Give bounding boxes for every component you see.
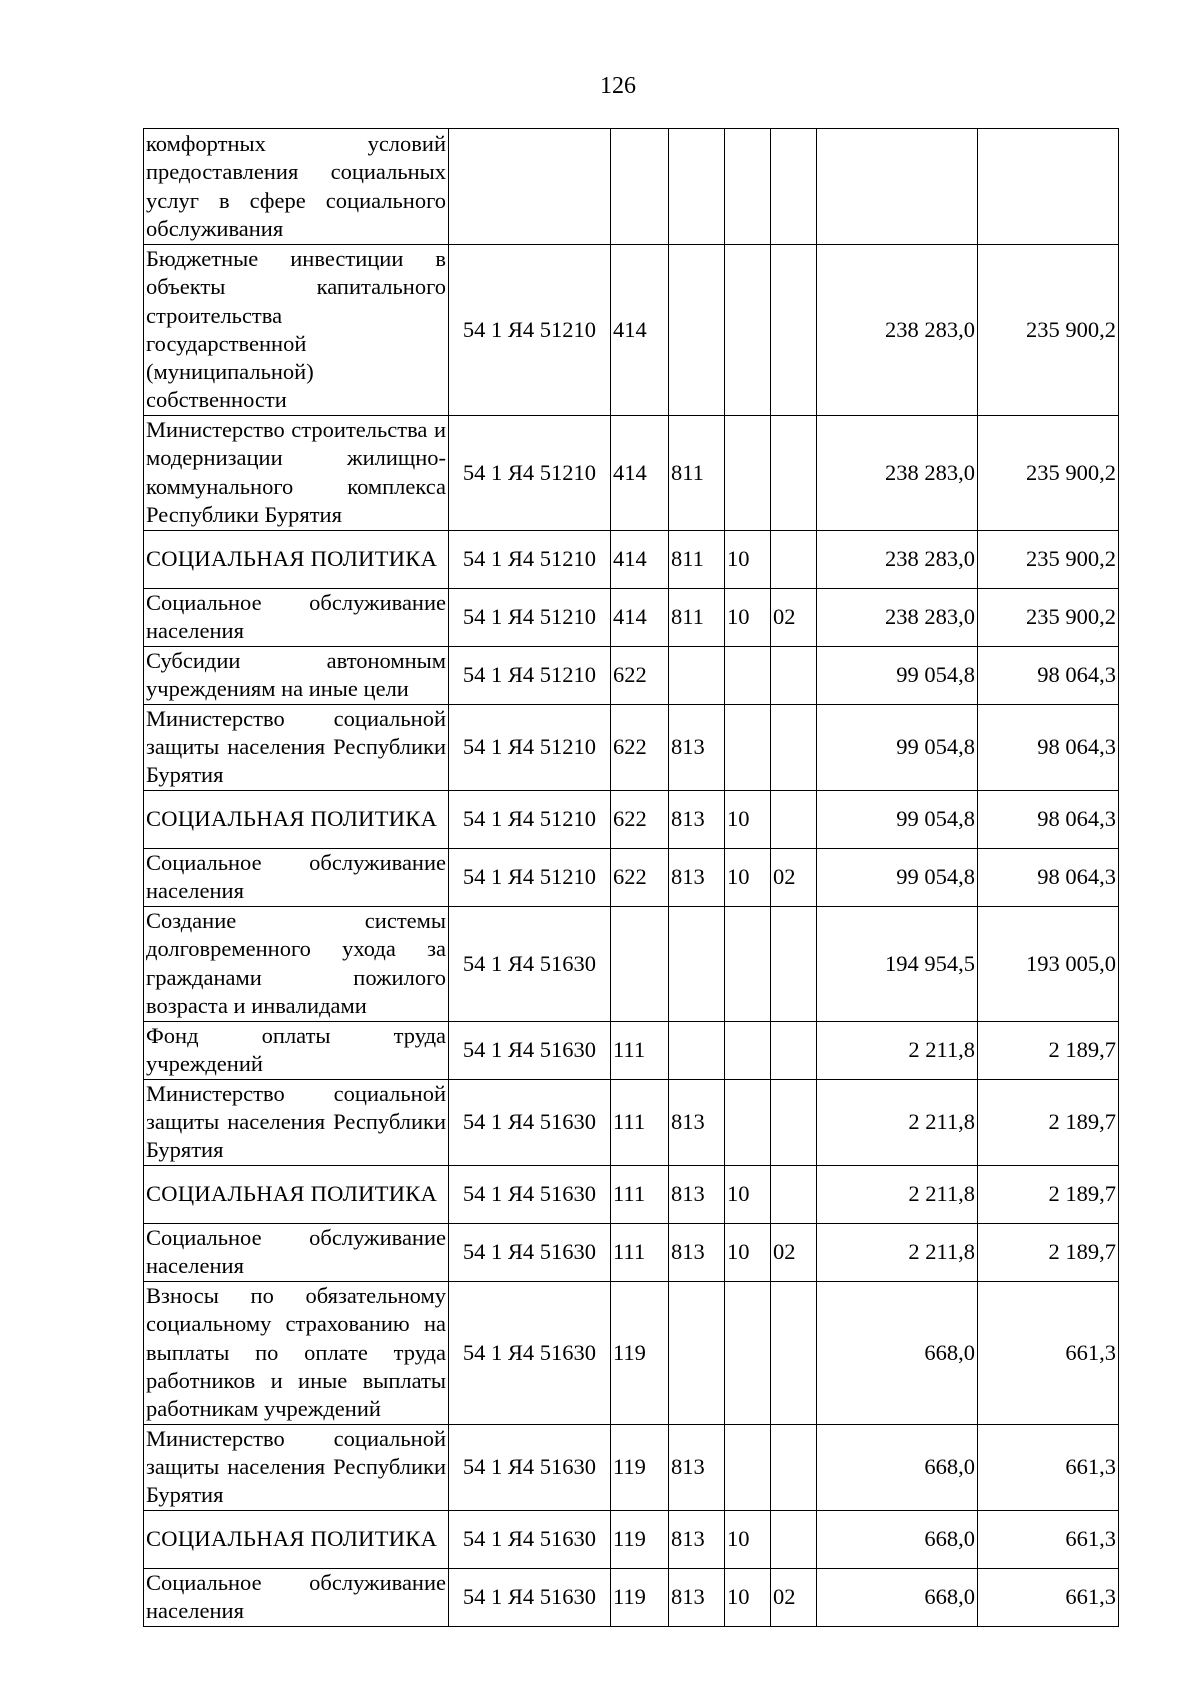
row-rz bbox=[725, 1281, 771, 1424]
row-pr bbox=[771, 906, 817, 1021]
row-csr: 54 1 Я4 51210 bbox=[449, 848, 611, 906]
row-csr: 54 1 Я4 51210 bbox=[449, 646, 611, 704]
row-rz bbox=[725, 129, 771, 245]
table-row bbox=[144, 704, 1119, 790]
row-sum-1: 99 054,8 bbox=[817, 848, 978, 906]
row-name: комфортных условий предоставления социальных услуг в сфере социального обслуживания bbox=[144, 129, 449, 245]
table-row bbox=[144, 1079, 1119, 1165]
row-sum-1: 99 054,8 bbox=[817, 790, 978, 848]
row-pr: 02 bbox=[771, 848, 817, 906]
row-name: Взносы по обязательному социальному страхованию на выплаты по оплате труда работников и иные выплаты работникам учреждений bbox=[144, 1281, 449, 1424]
row-rz: 10 bbox=[725, 848, 771, 906]
row-csr: 54 1 Я4 51630 bbox=[449, 1021, 611, 1079]
row-name: Фонд оплаты труда учреждений bbox=[144, 1021, 449, 1079]
row-vr bbox=[611, 906, 669, 1021]
row-vr: 414 bbox=[611, 588, 669, 646]
row-sum-1: 99 054,8 bbox=[817, 704, 978, 790]
row-sum-2: 98 064,3 bbox=[978, 646, 1119, 704]
row-grbs: 813 bbox=[669, 848, 725, 906]
budget-table bbox=[143, 128, 1119, 1627]
row-grbs bbox=[669, 1021, 725, 1079]
row-sum-1: 668,0 bbox=[817, 1568, 978, 1626]
row-sum-1: 2 211,8 bbox=[817, 1021, 978, 1079]
row-csr: 54 1 Я4 51630 bbox=[449, 1281, 611, 1424]
table-row bbox=[144, 415, 1119, 530]
row-name: Создание системы долговременного ухода за гражданами пожилого возраста и инвалидами bbox=[144, 906, 449, 1021]
row-rz: 10 bbox=[725, 1510, 771, 1568]
row-sum-2: 2 189,7 bbox=[978, 1223, 1119, 1281]
table-row bbox=[144, 1510, 1119, 1568]
row-rz bbox=[725, 1021, 771, 1079]
row-pr bbox=[771, 790, 817, 848]
table-row bbox=[144, 1021, 1119, 1079]
row-sum-1: 2 211,8 bbox=[817, 1079, 978, 1165]
row-csr: 54 1 Я4 51210 bbox=[449, 245, 611, 416]
row-pr bbox=[771, 1281, 817, 1424]
row-vr: 119 bbox=[611, 1510, 669, 1568]
row-sum-2: 235 900,2 bbox=[978, 530, 1119, 588]
row-pr: 02 bbox=[771, 1568, 817, 1626]
row-csr: 54 1 Я4 51210 bbox=[449, 704, 611, 790]
table-row bbox=[144, 1223, 1119, 1281]
row-sum-2: 193 005,0 bbox=[978, 906, 1119, 1021]
row-pr bbox=[771, 1021, 817, 1079]
row-sum-2: 2 189,7 bbox=[978, 1079, 1119, 1165]
row-sum-1: 2 211,8 bbox=[817, 1223, 978, 1281]
row-grbs: 813 bbox=[669, 1510, 725, 1568]
row-rz: 10 bbox=[725, 1568, 771, 1626]
row-name: Бюджетные инвестиции в объекты капитального строительства государственной (муниципальной) собственности bbox=[144, 245, 449, 416]
row-name: Социальное обслуживание населения bbox=[144, 588, 449, 646]
row-sum-1 bbox=[817, 129, 978, 245]
row-grbs: 813 bbox=[669, 1079, 725, 1165]
table-row bbox=[144, 848, 1119, 906]
row-grbs: 811 bbox=[669, 588, 725, 646]
row-csr: 54 1 Я4 51630 bbox=[449, 906, 611, 1021]
row-csr: 54 1 Я4 51630 bbox=[449, 1223, 611, 1281]
row-name: СОЦИАЛЬНАЯ ПОЛИТИКА bbox=[144, 530, 449, 588]
row-rz bbox=[725, 646, 771, 704]
row-rz bbox=[725, 245, 771, 416]
row-pr bbox=[771, 1079, 817, 1165]
row-sum-2: 98 064,3 bbox=[978, 704, 1119, 790]
table-row bbox=[144, 245, 1119, 416]
row-name: Министерство социальной защиты населения Республики Бурятия bbox=[144, 1424, 449, 1510]
table-row bbox=[144, 1424, 1119, 1510]
row-name: Социальное обслуживание населения bbox=[144, 1568, 449, 1626]
row-name: СОЦИАЛЬНАЯ ПОЛИТИКА bbox=[144, 1510, 449, 1568]
row-csr: 54 1 Я4 51630 bbox=[449, 1568, 611, 1626]
row-grbs bbox=[669, 1281, 725, 1424]
row-vr: 414 bbox=[611, 245, 669, 416]
row-grbs bbox=[669, 646, 725, 704]
row-name: СОЦИАЛЬНАЯ ПОЛИТИКА bbox=[144, 790, 449, 848]
row-csr: 54 1 Я4 51630 bbox=[449, 1079, 611, 1165]
row-pr bbox=[771, 1424, 817, 1510]
row-sum-2: 661,3 bbox=[978, 1568, 1119, 1626]
row-vr: 111 bbox=[611, 1223, 669, 1281]
row-sum-1: 238 283,0 bbox=[817, 530, 978, 588]
row-pr bbox=[771, 245, 817, 416]
row-sum-1: 668,0 bbox=[817, 1281, 978, 1424]
row-sum-2: 98 064,3 bbox=[978, 790, 1119, 848]
row-pr bbox=[771, 129, 817, 245]
row-rz bbox=[725, 704, 771, 790]
row-pr bbox=[771, 1165, 817, 1223]
table-row bbox=[144, 1165, 1119, 1223]
row-rz bbox=[725, 906, 771, 1021]
row-csr: 54 1 Я4 51630 bbox=[449, 1424, 611, 1510]
table-row bbox=[144, 790, 1119, 848]
table-row bbox=[144, 530, 1119, 588]
row-vr: 414 bbox=[611, 415, 669, 530]
row-vr: 111 bbox=[611, 1021, 669, 1079]
row-vr: 622 bbox=[611, 848, 669, 906]
row-pr: 02 bbox=[771, 588, 817, 646]
row-grbs bbox=[669, 245, 725, 416]
row-vr: 111 bbox=[611, 1165, 669, 1223]
row-name: Социальное обслуживание населения bbox=[144, 848, 449, 906]
row-rz: 10 bbox=[725, 1165, 771, 1223]
row-rz bbox=[725, 1424, 771, 1510]
row-vr: 622 bbox=[611, 646, 669, 704]
row-csr: 54 1 Я4 51630 bbox=[449, 1165, 611, 1223]
row-sum-2 bbox=[978, 129, 1119, 245]
row-grbs: 813 bbox=[669, 1568, 725, 1626]
row-sum-2: 661,3 bbox=[978, 1281, 1119, 1424]
row-grbs: 813 bbox=[669, 790, 725, 848]
row-pr: 02 bbox=[771, 1223, 817, 1281]
row-sum-1: 238 283,0 bbox=[817, 245, 978, 416]
row-csr: 54 1 Я4 51210 bbox=[449, 790, 611, 848]
row-sum-2: 98 064,3 bbox=[978, 848, 1119, 906]
table-row bbox=[144, 1281, 1119, 1424]
row-csr bbox=[449, 129, 611, 245]
row-sum-2: 661,3 bbox=[978, 1424, 1119, 1510]
row-pr bbox=[771, 530, 817, 588]
row-csr: 54 1 Я4 51210 bbox=[449, 588, 611, 646]
row-name: Министерство строительства и модернизации жилищно-коммунального комплекса Республики Бурятия bbox=[144, 415, 449, 530]
table-row bbox=[144, 906, 1119, 1021]
row-pr bbox=[771, 415, 817, 530]
row-pr bbox=[771, 646, 817, 704]
row-csr: 54 1 Я4 51630 bbox=[449, 1510, 611, 1568]
row-sum-1: 238 283,0 bbox=[817, 415, 978, 530]
row-vr: 622 bbox=[611, 790, 669, 848]
row-vr: 622 bbox=[611, 704, 669, 790]
row-name: Министерство социальной защиты населения Республики Бурятия bbox=[144, 1079, 449, 1165]
row-sum-2: 2 189,7 bbox=[978, 1165, 1119, 1223]
row-sum-2: 2 189,7 bbox=[978, 1021, 1119, 1079]
row-sum-2: 235 900,2 bbox=[978, 245, 1119, 416]
row-grbs: 813 bbox=[669, 1223, 725, 1281]
row-sum-2: 235 900,2 bbox=[978, 415, 1119, 530]
row-csr: 54 1 Я4 51210 bbox=[449, 415, 611, 530]
row-sum-1: 668,0 bbox=[817, 1510, 978, 1568]
row-name: Социальное обслуживание населения bbox=[144, 1223, 449, 1281]
row-grbs: 813 bbox=[669, 1424, 725, 1510]
table-row bbox=[144, 1568, 1119, 1626]
row-vr: 119 bbox=[611, 1568, 669, 1626]
row-rz bbox=[725, 415, 771, 530]
row-rz: 10 bbox=[725, 790, 771, 848]
row-grbs: 813 bbox=[669, 1165, 725, 1223]
row-rz: 10 bbox=[725, 588, 771, 646]
table-row bbox=[144, 129, 1119, 245]
page-number: 126 bbox=[600, 73, 636, 99]
row-sum-1: 238 283,0 bbox=[817, 588, 978, 646]
row-vr: 119 bbox=[611, 1281, 669, 1424]
row-rz: 10 bbox=[725, 530, 771, 588]
row-name: СОЦИАЛЬНАЯ ПОЛИТИКА bbox=[144, 1165, 449, 1223]
row-rz bbox=[725, 1079, 771, 1165]
row-pr bbox=[771, 1510, 817, 1568]
row-vr: 119 bbox=[611, 1424, 669, 1510]
row-pr bbox=[771, 704, 817, 790]
row-rz: 10 bbox=[725, 1223, 771, 1281]
row-vr: 111 bbox=[611, 1079, 669, 1165]
row-sum-2: 661,3 bbox=[978, 1510, 1119, 1568]
row-csr: 54 1 Я4 51210 bbox=[449, 530, 611, 588]
row-grbs bbox=[669, 906, 725, 1021]
row-vr bbox=[611, 129, 669, 245]
row-sum-1: 99 054,8 bbox=[817, 646, 978, 704]
row-grbs: 811 bbox=[669, 530, 725, 588]
row-sum-1: 2 211,8 bbox=[817, 1165, 978, 1223]
row-sum-1: 668,0 bbox=[817, 1424, 978, 1510]
table-body bbox=[144, 129, 1119, 1627]
table-row bbox=[144, 646, 1119, 704]
row-sum-2: 235 900,2 bbox=[978, 588, 1119, 646]
row-name: Субсидии автономным учреждениям на иные цели bbox=[144, 646, 449, 704]
row-grbs: 813 bbox=[669, 704, 725, 790]
row-name: Министерство социальной защиты населения Республики Бурятия bbox=[144, 704, 449, 790]
row-grbs: 811 bbox=[669, 415, 725, 530]
row-vr: 414 bbox=[611, 530, 669, 588]
row-sum-1: 194 954,5 bbox=[817, 906, 978, 1021]
row-grbs bbox=[669, 129, 725, 245]
table-row bbox=[144, 588, 1119, 646]
